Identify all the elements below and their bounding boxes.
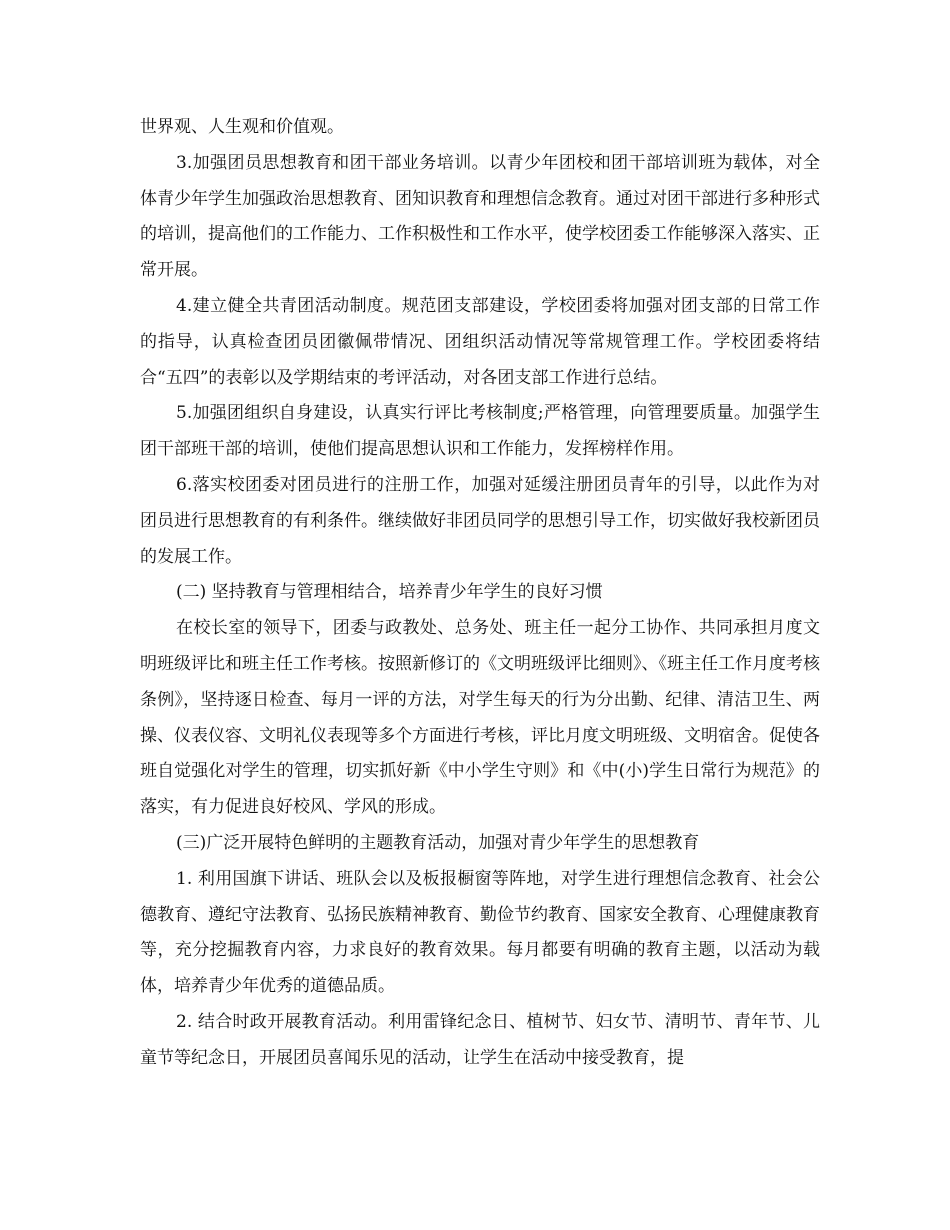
paragraph: 在校长室的领导下，团委与政教处、总务处、班主任一起分工协作、共同承担月度文明班级评比和班主任工作考核。按照新修订的《文明班级评比细则》、《班主任工作月度考核条例》，坚持逐日检查、每月一评的方法，对学生每天的行为分出勤、纪律、清洁卫生、两操、仪表仪容、文明礼仪表现等多个方面进行考核，评比月度文明班级、文明宿舍。促使各班自觉强化对学生的管理，切实抓好新《中小学生守则》和《中(小)学生日常行为规范》的落实，有力促进良好校风、学风的形成。: [140, 618, 820, 818]
paragraph: 2. 结合时政开展教育活动。利用雷锋纪念日、植树节、妇女节、清明节、青年节、儿童节等纪念日，开展团员喜闻乐见的活动，让学生在活动中接受教育，提: [140, 1011, 820, 1068]
section-heading: (三)广泛开展特色鲜明的主题教育活动，加强对青少年学生的思想教育: [176, 832, 700, 853]
paragraph: 世界观、人生观和价值观。: [140, 117, 344, 137]
section-heading: (二) 坚持教育与管理相结合，培养青少年学生的良好习惯: [176, 582, 603, 603]
paragraph: 5.加强团组织自身建设，认真实行评比考核制度;严格管理，向管理要质量。加强学生团干部班干部的培训，使他们提高思想认识和工作能力，发挥榜样作用。: [140, 403, 820, 460]
document-page: [140, 110, 820, 1077]
paragraph: 6.落实校团委对团员进行的注册工作，加强对延缓注册团员青年的引导，以此作为对团员进行思想教育的有利条件。继续做好非团员同学的思想引导工作，切实做好我校新团员的发展工作。: [140, 474, 820, 567]
paragraph: 4.建立健全共青团活动制度。规范团支部建设，学校团委将加强对团支部的日常工作的指导，认真检查团员团徽佩带情况、团组织活动情况等常规管理工作。学校团委将结合“五四”的表彰以及学期结束的考评活动，对各团支部工作进行总结。: [140, 295, 820, 388]
paragraph: 1. 利用国旗下讲话、班队会以及板报橱窗等阵地，对学生进行理想信念教育、社会公德教育、遵纪守法教育、弘扬民族精神教育、勤俭节约教育、国家安全教育、心理健康教育等，充分挖掘教育内容，力求良好的教育效果。每月都要有明确的教育主题，以活动为载体，培养青少年优秀的道德品质。: [140, 868, 820, 997]
paragraph: 3.加强团员思想教育和团干部业务培训。以青少年团校和团干部培训班为载体，对全体青少年学生加强政治思想教育、团知识教育和理想信念教育。通过对团干部进行多种形式的培训，提高他们的工作能力、工作积极性和工作水平，使学校团委工作能够深入落实、正常开展。: [140, 152, 820, 281]
